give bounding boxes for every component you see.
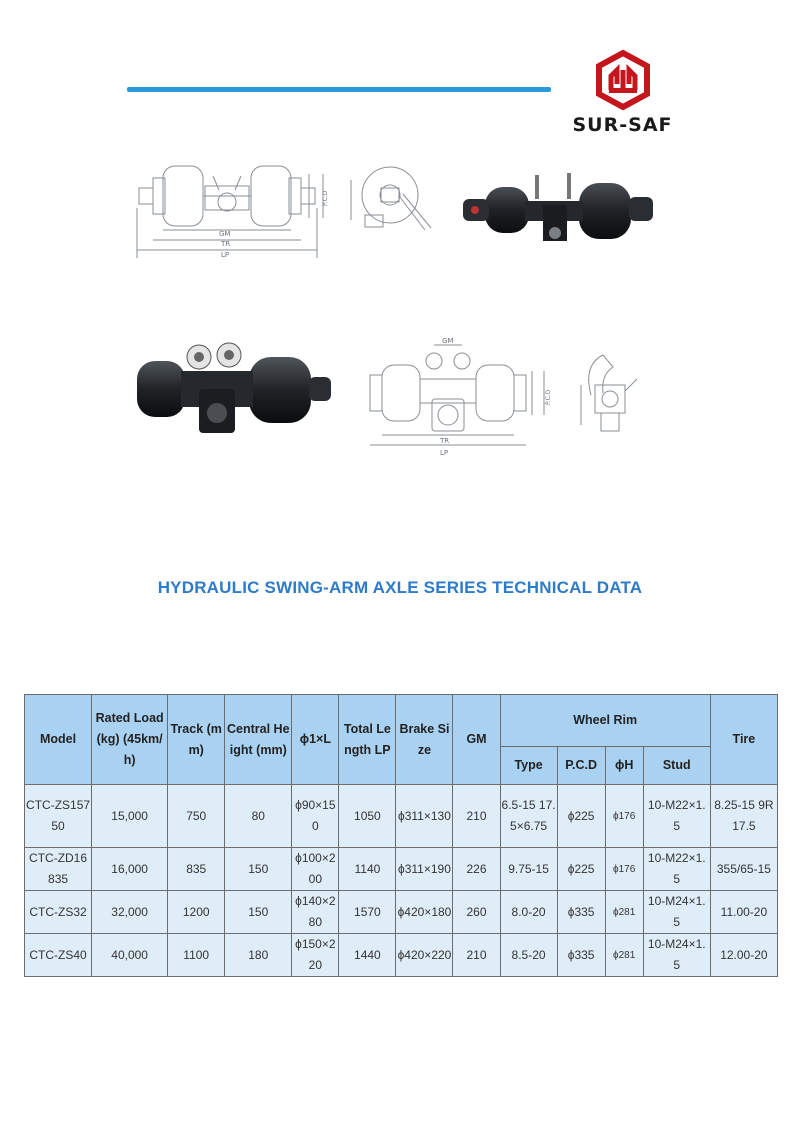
cell-height: 180 bbox=[225, 934, 292, 977]
header-phi-l: ϕ1×L bbox=[292, 695, 339, 785]
cell-gm: 226 bbox=[453, 848, 500, 891]
cell-pcd: ϕ225 bbox=[557, 848, 605, 891]
cell-track: 1100 bbox=[168, 934, 225, 977]
axle-drawing-front-2 bbox=[352, 335, 557, 465]
header-wheel-rim: Wheel Rim bbox=[500, 695, 710, 747]
brand-logo bbox=[560, 50, 685, 140]
drawing1-gm-label: GM bbox=[219, 230, 231, 238]
header-gm: GM bbox=[453, 695, 500, 785]
cell-type: 6.5-15 17.5×6.75 bbox=[500, 785, 557, 848]
cell-track: 1200 bbox=[168, 891, 225, 934]
drawing2-lp-label: LP bbox=[440, 449, 449, 457]
table-row bbox=[25, 934, 778, 977]
header-phi-h: ϕH bbox=[605, 747, 643, 785]
table-row bbox=[25, 785, 778, 848]
axle-photo-2 bbox=[127, 333, 339, 443]
cell-model: CTC-ZS32 bbox=[25, 891, 92, 934]
cell-type: 8.5-20 bbox=[500, 934, 557, 977]
drawing1-lp-label: LP bbox=[221, 251, 230, 259]
header-accent-bar bbox=[127, 87, 551, 92]
section-title: HYDRAULIC SWING-ARM AXLE SERIES TECHNICAL DATA bbox=[157, 578, 643, 597]
cell-type: 8.0-20 bbox=[500, 891, 557, 934]
cell-load: 32,000 bbox=[92, 891, 168, 934]
drawing1-tr-label: TR bbox=[221, 240, 231, 248]
cell-phi-l: ϕ100×200 bbox=[292, 848, 339, 891]
spec-table bbox=[24, 694, 778, 977]
cell-tire: 12.00-20 bbox=[710, 934, 777, 977]
header-model: Model bbox=[25, 695, 92, 785]
cell-type: 9.75-15 bbox=[500, 848, 557, 891]
header-tire: Tire bbox=[710, 695, 777, 785]
cell-lp: 1050 bbox=[339, 785, 396, 848]
axle-drawing-side-2 bbox=[573, 345, 643, 440]
cell-phi-h: ϕ176 bbox=[605, 848, 643, 891]
cell-track: 835 bbox=[168, 848, 225, 891]
cell-tire: 355/65-15 bbox=[710, 848, 777, 891]
cell-stud: 10-M24×1.5 bbox=[643, 891, 710, 934]
axle-drawing-side bbox=[345, 160, 440, 240]
cell-track: 750 bbox=[168, 785, 225, 848]
cell-model: CTC-ZS15750 bbox=[25, 785, 92, 848]
cell-phi-l: ϕ140×280 bbox=[292, 891, 339, 934]
cell-pcd: ϕ335 bbox=[557, 934, 605, 977]
cell-phi-h: ϕ281 bbox=[605, 934, 643, 977]
header-type: Type bbox=[500, 747, 557, 785]
cell-stud: 10-M22×1.5 bbox=[643, 848, 710, 891]
header-pcd: P.C.D bbox=[557, 747, 605, 785]
header-stud: Stud bbox=[643, 747, 710, 785]
cell-lp: 1440 bbox=[339, 934, 396, 977]
drawing2-pcd-label: P.C.D bbox=[545, 389, 552, 405]
cell-lp: 1570 bbox=[339, 891, 396, 934]
cell-load: 16,000 bbox=[92, 848, 168, 891]
table-row bbox=[25, 891, 778, 934]
header-brake-size: Brake Size bbox=[396, 695, 453, 785]
header-track: Track (mm) bbox=[168, 695, 225, 785]
header-total-length: Total Length LP bbox=[339, 695, 396, 785]
cell-model: CTC-ZD16835 bbox=[25, 848, 92, 891]
cell-height: 150 bbox=[225, 848, 292, 891]
cell-model: CTC-ZS40 bbox=[25, 934, 92, 977]
cell-brake: ϕ311×130 bbox=[396, 785, 453, 848]
cell-load: 15,000 bbox=[92, 785, 168, 848]
cell-phi-h: ϕ281 bbox=[605, 891, 643, 934]
cell-tire: 11.00-20 bbox=[710, 891, 777, 934]
cell-height: 80 bbox=[225, 785, 292, 848]
cell-phi-l: ϕ150×220 bbox=[292, 934, 339, 977]
cell-phi-l: ϕ90×150 bbox=[292, 785, 339, 848]
header-central-height: Central Height (mm) bbox=[225, 695, 292, 785]
drawing2-tr-label: TR bbox=[440, 437, 450, 445]
cell-load: 40,000 bbox=[92, 934, 168, 977]
drawing2-gm-label: GM bbox=[442, 337, 454, 345]
cell-gm: 210 bbox=[453, 785, 500, 848]
cell-pcd: ϕ225 bbox=[557, 785, 605, 848]
table-row bbox=[25, 848, 778, 891]
cell-lp: 1140 bbox=[339, 848, 396, 891]
cell-brake: ϕ311×190 bbox=[396, 848, 453, 891]
cell-stud: 10-M24×1.5 bbox=[643, 934, 710, 977]
cell-brake: ϕ420×180 bbox=[396, 891, 453, 934]
cell-height: 150 bbox=[225, 891, 292, 934]
drawing1-pcd-label: P.C.D bbox=[322, 190, 329, 206]
cell-tire: 8.25-15 9R17.5 bbox=[710, 785, 777, 848]
cell-gm: 260 bbox=[453, 891, 500, 934]
cell-stud: 10-M22×1.5 bbox=[643, 785, 710, 848]
brand-name: SUR-SAF bbox=[572, 114, 673, 136]
axle-drawing-front bbox=[133, 158, 333, 264]
cell-phi-h: ϕ176 bbox=[605, 785, 643, 848]
axle-photo-1 bbox=[455, 165, 665, 255]
cell-pcd: ϕ335 bbox=[557, 891, 605, 934]
brand-hexagon-icon bbox=[593, 50, 653, 110]
cell-brake: ϕ420×220 bbox=[396, 934, 453, 977]
cell-gm: 210 bbox=[453, 934, 500, 977]
header-rated-load: Rated Load (kg) (45km/h) bbox=[92, 695, 168, 785]
